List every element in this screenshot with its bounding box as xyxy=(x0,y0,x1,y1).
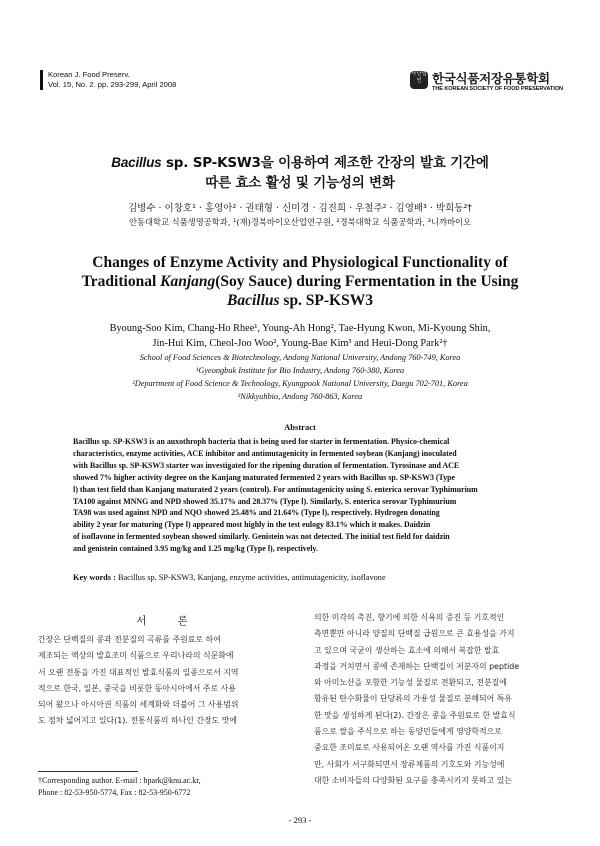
korean-title-line1 xyxy=(0,151,600,171)
english-title-line3 xyxy=(0,291,600,310)
intro-left-column xyxy=(38,632,300,730)
intro-right-column xyxy=(314,610,576,789)
abstract-line: Ⅰ) than test field than Kanjang maturated 2 years (control). For antimutagenicity using S. enterica serovar Typhimurium xyxy=(73,484,478,494)
abstract-line: of isoflavone in fermented soybean showed similarly. Genistein was not detected. The initial test field for daidzin xyxy=(73,532,450,542)
keywords-label: Key words : xyxy=(73,573,116,582)
body-line: 도 점차 넓어지고 있다(1). 전통식품의 하나인 간장도 맛에 xyxy=(38,716,237,726)
footnote-line2: Phone : 82-53-950-5774, Fax : 82-53-950-6772 xyxy=(38,788,191,797)
english-affiliation-1: School of Food Sciences & Biotechnology, Andong National University, Andong 760-749, Korea xyxy=(139,353,461,362)
body-line: 와 아미노산을 포함한 기능성 물질로 전환되고, 전분질에 xyxy=(314,678,507,688)
body-line: 적으로 한국, 일본, 중국을 비롯한 동아시아에서 주로 사용 xyxy=(38,683,236,693)
journal-info xyxy=(40,70,176,90)
journal-volume: Vol. 15, No. 2. pp. 293-299, April 2008 xyxy=(48,80,177,89)
journal-name: Korean J. Food Preserv. xyxy=(48,70,130,79)
english-affiliation-4: ³Nikkyuhbio, Andong 760-863, Korea xyxy=(237,392,363,401)
korean-affiliations: 안동대학교 식품생명공학과, ¹(재)경북바이오산업연구원, ²경북대학교 식품공학과, ³니꺄바이오 xyxy=(128,217,472,227)
korean-title-italic: Bacillus xyxy=(111,155,162,170)
korean-title-rest: sp. SP-KSW3을 이용하여 제조한 간장의 발효 기간에 xyxy=(161,155,489,171)
english-title-italic: Kanjang xyxy=(160,273,216,290)
body-line: 함유된 탄수화물이 단당류의 가용성 물질로 분해되어 특유 xyxy=(314,694,512,704)
english-title-post: (Soy Sauce) during Fermentation in the Using xyxy=(215,273,519,290)
english-title-line2 xyxy=(0,272,600,291)
page-number: - 293 - xyxy=(288,815,312,825)
abstract-heading: Abstract xyxy=(284,422,316,432)
society-mark-icon: 사단법인 xyxy=(410,71,428,89)
intro-heading: 서 론 xyxy=(136,615,202,627)
abstract-line: Bacillus sp. SP-KSW3 is an auxothroph bacteria that is being used for starter in fermentation. Physico-chemical xyxy=(73,437,450,446)
abstract-line: characteristics, enzyme activities, ACE inhibitor and antimutagenicity in fermented soybean (Kanjang) inoculated xyxy=(73,448,457,458)
body-line: 간장은 단백질의 콩과 전분질의 곡류를 주원료로 하여 xyxy=(38,635,221,644)
english-title-line1: Changes of Enzyme Activity and Physiological Functionality of xyxy=(92,254,508,271)
english-authors-line1: Byoung-Soo Kim, Chang-Ho Rhee¹, Young-Ah Hong², Tae-Hyung Kwon, Mi-Kyoung Shin, xyxy=(109,323,491,334)
body-line: 의한 미각의 촉진, 향기에 의한 식욕의 증진 등 기호적인 xyxy=(314,613,505,622)
body-line: 서 오랜 전통을 가진 대표적인 발효식품의 일종으로서 지역 xyxy=(38,667,239,677)
body-line: 만, 사회가 서구화되면서 장류제품의 기호도와 기능성에 xyxy=(314,759,505,769)
english-affiliation-3: ²Department of Food Science & Technology, Kyungpook National University, Daegu 702-701, Korea xyxy=(132,379,468,388)
abstract-body xyxy=(73,436,532,555)
body-line: 대한 소비자들의 다양화된 요구를 충족시키지 못하고 있는 xyxy=(314,775,512,785)
society-korean-name: 한국식품저장유통학회 xyxy=(432,71,550,86)
society-logo xyxy=(410,69,563,95)
english-title-line3-post: sp. SP-KSW3 xyxy=(279,292,373,309)
korean-title-line2: 따른 효소 활성 및 기능성의 변화 xyxy=(205,175,395,191)
keywords-text: Bacillus sp. SP-KSW3, Kanjang, enzyme activities, antimutagenicity, isoflavone xyxy=(115,573,386,582)
korean-authors: 김병수 · 이창호¹ · 홍영아² · 권태형 · 신미경 · 김진희 · 우철주² · 김영배³ · 박희동²† xyxy=(127,203,473,214)
english-title-line3-italic: Bacillus xyxy=(226,292,280,309)
abstract-line: TA100 against MNNG and NPD showed 35.17% and 28.37% (Type Ⅰ). Similarly, S. enterica serovar Typhimurium xyxy=(73,496,457,506)
society-english-name: THE KOREAN SOCIETY OF FOOD PRESERVATION xyxy=(432,86,563,92)
english-affiliation-2: ¹Gyeongbuk Institute for Bio Industry, Andong 760-380, Korea xyxy=(195,366,405,375)
body-line: 한 맛을 생성하게 된다(2). 간장은 콩을 주원료로 한 발효식 xyxy=(314,710,516,720)
english-title-pre: Traditional xyxy=(81,273,161,290)
abstract-line: and genistein contained 3.95 mg/kg and 1.25 mg/kg (Type Ⅰ), respectively. xyxy=(73,544,318,554)
keywords xyxy=(73,573,543,582)
body-line: 제조되는 액상의 발효조미 식품으로 우리나라의 식문화에 xyxy=(38,651,234,661)
body-line: 품으로 쌀을 주식으로 하는 동양민들에게 영양학적으로 xyxy=(314,727,502,737)
body-line: 측면뿐만 아니라 양질의 단백질 급원으로 큰 효용성을 가지 xyxy=(314,629,515,639)
footnote-divider xyxy=(38,771,138,772)
body-line: 되어 왔으나 아시아권 식품의 세계화와 더불어 그 사용범위 xyxy=(38,700,239,710)
abstract-line: ability 2 year for maturing (Type Ⅰ) appeared most highly in the test eulogy 83.1% which it makes. Daidzin xyxy=(73,520,431,530)
abstract-line: TA98 was used against NPD and NQO showed 25.48% and 21.64% (Type Ⅰ), respectively. Hydrogen donating xyxy=(73,508,440,518)
abstract-line: showed 7% higher activity degree on the Kanjang maturated fermented 2 years with Bacillus sp. SP-KSW3 (Type xyxy=(73,472,456,482)
body-line: 중요한 조미료로 사용되어온 오랜 역사를 가진 식품이지 xyxy=(314,743,505,753)
english-authors-line2: Jin-Hui Kim, Cheol-Joo Woo², Young-Bae Kim³ and Heui-Dong Park²† xyxy=(152,338,448,349)
footnote-line1: †Corresponding author. E-mail : hpark@knu.ac.kr, xyxy=(38,776,201,785)
abstract-line: with Bacillus sp. SP-KSW3 starter was investigated for the ripening duration of fermentation. Tyrosinase and ACE xyxy=(73,460,460,470)
body-line: 고 있으며 국균이 생산하는 효소에 의해서 복잡한 발효 xyxy=(314,645,500,655)
body-line: 과정을 거치면서 콩에 존재하는 단백질이 저분자의 peptide xyxy=(314,661,520,671)
